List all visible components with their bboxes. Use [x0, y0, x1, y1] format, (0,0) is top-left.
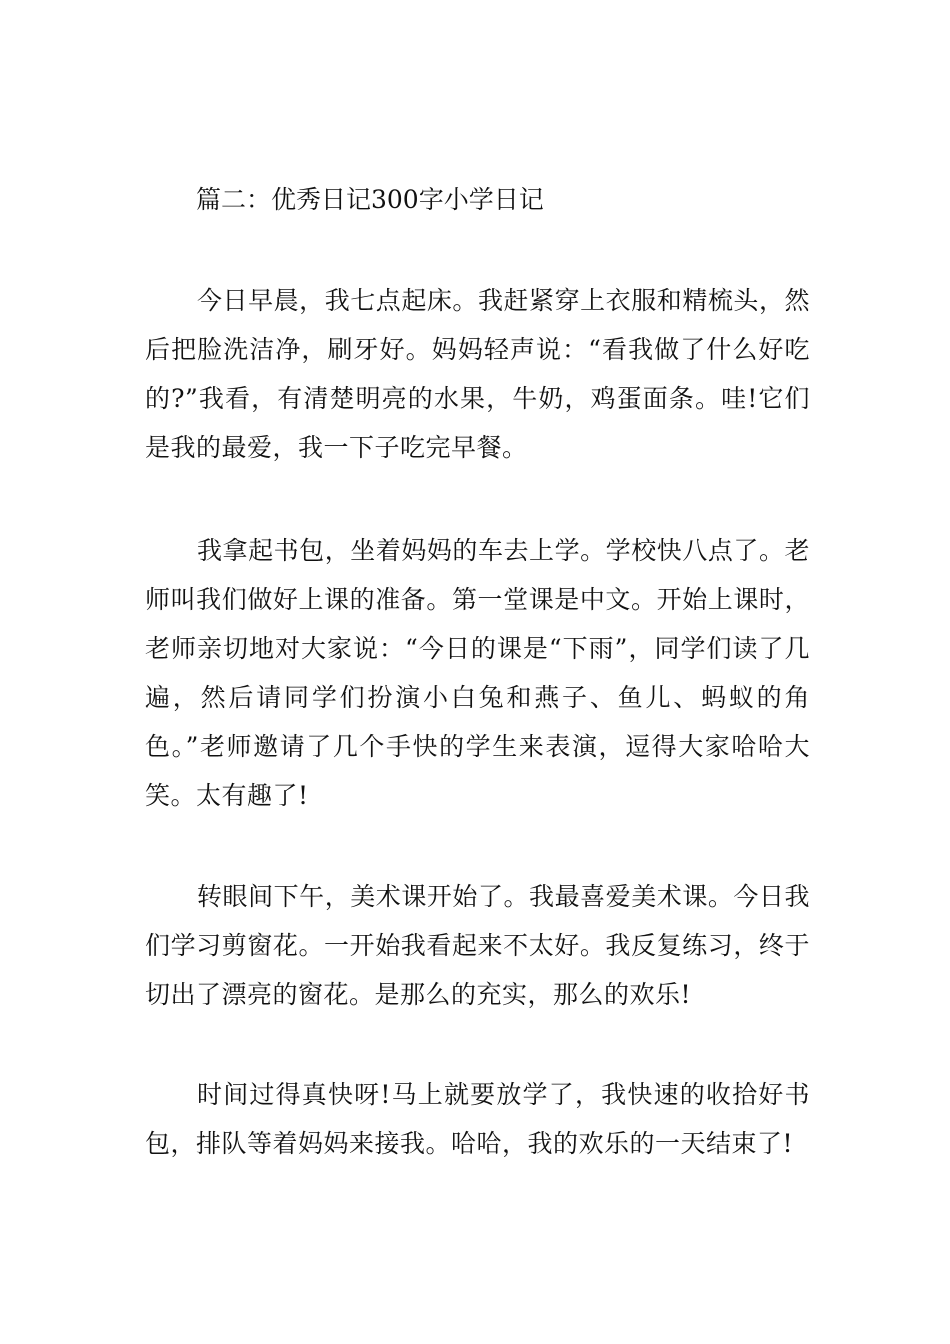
paragraph-morning: 今日早晨，我七点起床。我赶紧穿上衣服和精梳头，然后把脸洗洁净，刷牙好。妈妈轻声说：“看我做了什么好吃的?”我看，有清楚明亮的水果，牛奶，鸡蛋面条。哇!它们是我的最爱，我一下子吃完早餐。: [145, 286, 810, 462]
paragraph-school: 我拿起书包，坐着妈妈的车去上学。学校快八点了。老师叫我们做好上课的准备。第一堂课是中文。开始上课时，老师亲切地对大家说：“今日的课是“下雨”，同学们读了几遍，然后请同学们扮演小白兔和燕子、鱼儿、蚂蚁的角色。”老师邀请了几个手快的学生来表演，逗得大家哈哈大笑。太有趣了!: [145, 536, 810, 810]
paragraph-art-class: 转眼间下午，美术课开始了。我最喜爱美术课。今日我们学习剪窗花。一开始我看起来不太好。我反复练习，终于切出了漂亮的窗花。是那么的充实，那么的欢乐!: [145, 882, 810, 1009]
document-title: 篇二：优秀日记300字小学日记: [196, 185, 544, 214]
paragraph-end-of-day: 时间过得真快呀!马上就要放学了，我快速的收拾好书包，排队等着妈妈来接我。哈哈，我的欢乐的一天结束了!: [145, 1080, 810, 1158]
